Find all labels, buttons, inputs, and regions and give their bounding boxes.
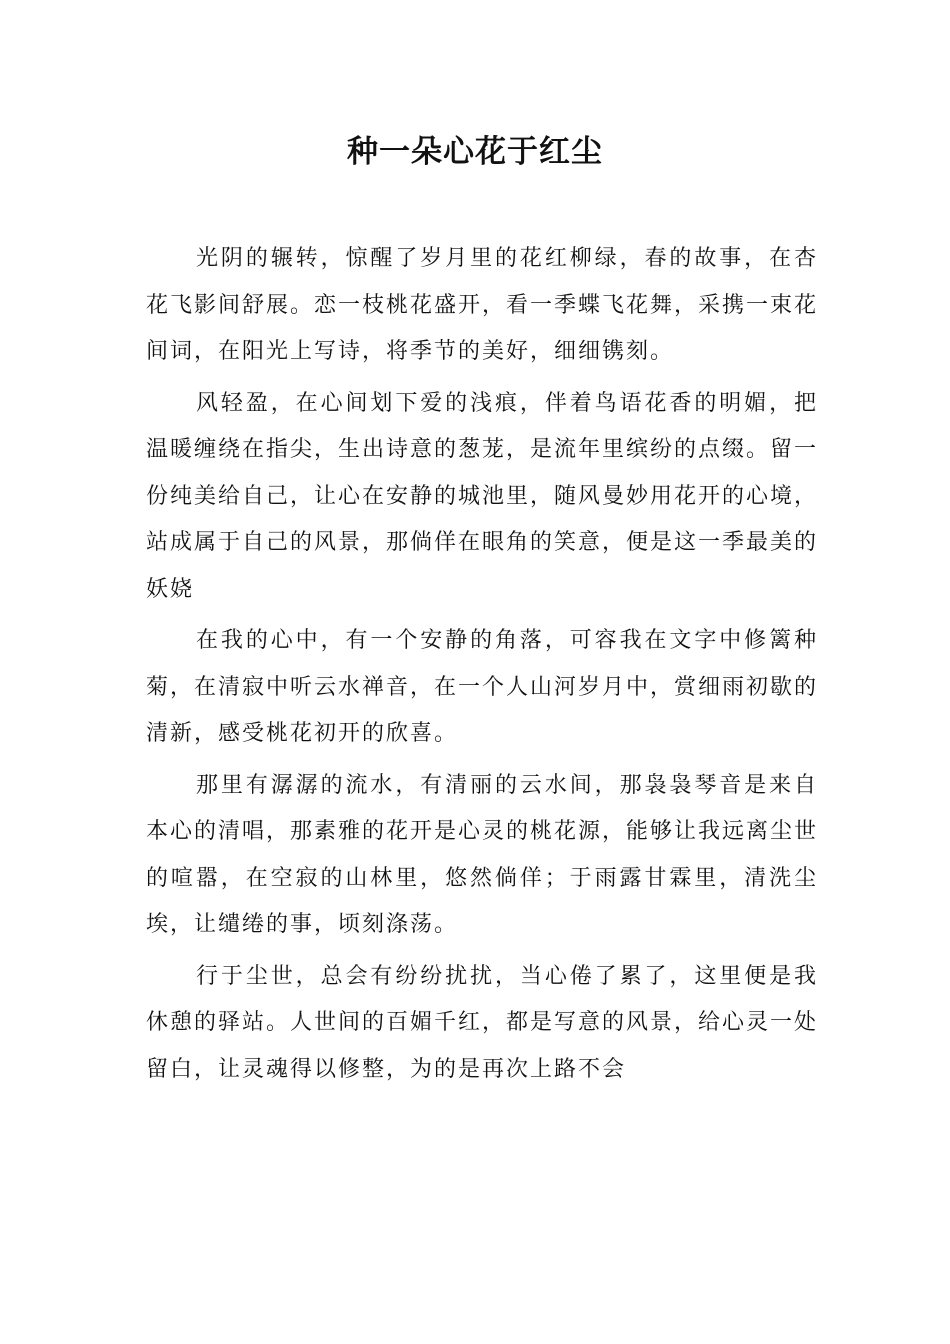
document-title: 种一朵心花于红尘: [347, 134, 603, 170]
paragraph: 在我的心中，有一个安静的角落，可容我在文字中修篱种菊，在清寂中听云水禅音，在一个人山河岁月中，赏细雨初歇的清新，感受桃花初开的欣喜。: [146, 628, 819, 746]
paragraph: 光阴的辗转，惊醒了岁月里的花红柳绿，春的故事，在杏花飞影间舒展。恋一枝桃花盛开，看一季蝶飞花舞，采携一束花间词，在阳光上写诗，将季节的美好，细细镌刻。: [146, 246, 819, 364]
paragraph: 那里有潺潺的流水，有清丽的云水间，那袅袅琴音是来自本心的清唱，那素雅的花开是心灵的桃花源，能够让我远离尘世的喧嚣，在空寂的山林里，悠然倘佯；于雨露甘霖里，清洗尘埃，让缱绻的事，顷刻涤荡。: [146, 772, 819, 937]
paragraph: 行于尘世，总会有纷纷扰扰，当心倦了累了，这里便是我休憩的驿站。人世间的百媚千红，都是写意的风景，给心灵一处留白，让灵魂得以修整，为的是再次上路不会: [146, 963, 819, 1082]
paragraph: 风轻盈，在心间划下爱的浅痕，伴着鸟语花香的明媚，把温暖缠绕在指尖，生出诗意的葱茏，是流年里缤纷的点缀。留一份纯美给自己，让心在安静的城池里，随风曼妙用花开的心境，站成属于自己的风景，那倘佯在眼角的笑意，便是这一季最美的妖娆: [146, 390, 819, 602]
document-body: [146, 236, 818, 1098]
